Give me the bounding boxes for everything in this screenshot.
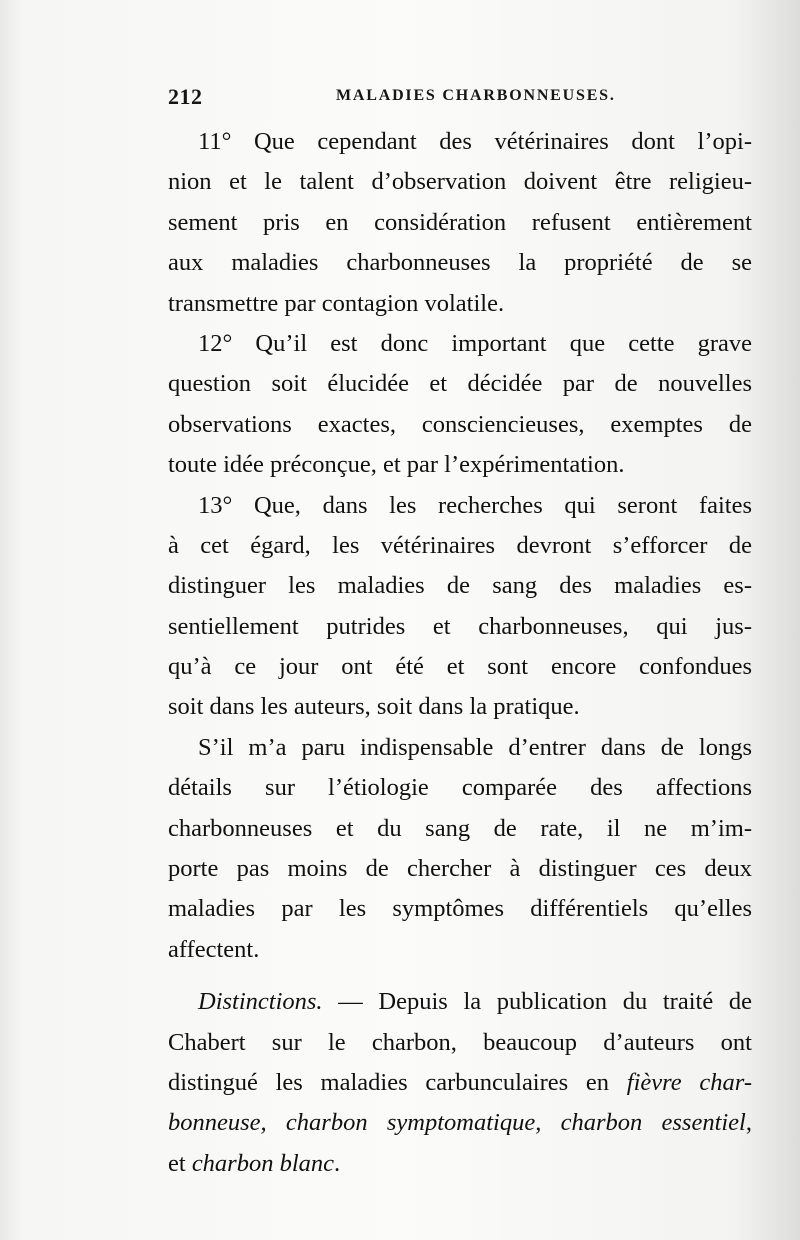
text-fragment: distingué les maladies carbunculaires en	[168, 1068, 627, 1096]
text-line	[168, 1144, 752, 1184]
text-line: aux maladies charbonneuses la propriété de se	[168, 249, 752, 277]
running-head: MALADIES CHARBONNEUSES.	[336, 87, 616, 104]
paragraph-distinctions	[168, 982, 752, 1184]
text-fragment: .	[334, 1149, 341, 1177]
italic-term: charbon blanc	[191, 1149, 335, 1177]
italic-term: fièvre char-	[626, 1068, 752, 1096]
text-line: 11° Que cependant des vétérinaires dont l’opi-	[198, 128, 752, 155]
paragraph-etiology	[168, 728, 752, 970]
text-line: soit dans les auteurs, soit dans la pratique.	[168, 693, 580, 721]
text-line	[168, 1063, 752, 1103]
text-line: à cet égard, les vétérinaires devront s’efforcer de	[168, 531, 752, 559]
text-line: observations exactes, consciencieuses, exemptes de	[168, 410, 752, 438]
paragraph-13	[168, 486, 752, 728]
text-line: qu’à ce jour ont été et sont encore confondues	[168, 653, 752, 681]
text-line: charbonneuses et du sang de rate, il ne m’im-	[168, 814, 752, 842]
text-line: S’il m’a paru indispensable d’entrer dans de longs	[198, 733, 752, 761]
text-line: détails sur l’étiologie comparée des affections	[168, 774, 752, 802]
section-heading: Distinctions.	[198, 988, 323, 1016]
text-fragment: ,	[745, 1109, 752, 1137]
text-line: affectent.	[168, 935, 260, 963]
paragraph-12	[168, 324, 752, 486]
text-line: 12° Qu’il est donc important que cette grave	[198, 329, 752, 357]
text-line: porte pas moins de chercher à distinguer ces deux	[168, 855, 752, 883]
text-line: Chabert sur le charbon, beaucoup d’auteurs ont	[168, 1028, 752, 1056]
text-line: sement pris en considération refusent entièrement	[168, 208, 752, 236]
text-line: sentiellement putrides et charbonneuses, qui jus-	[168, 612, 752, 640]
text-line: nion et le talent d’observation doivent être religieu-	[168, 168, 752, 196]
text-line	[168, 982, 752, 1022]
text-line: toute idée préconçue, et par l’expérimentation.	[168, 451, 625, 479]
body-text	[168, 122, 752, 1184]
text-line: maladies par les symptômes différentiels qu’elles	[168, 895, 752, 923]
page-header	[168, 84, 748, 114]
text-fragment: — Depuis la publication du traité de	[322, 988, 752, 1016]
text-line: 13° Que, dans les recherches qui seront faites	[198, 491, 752, 519]
text-line: distinguer les maladies de sang des maladies es-	[168, 572, 752, 600]
text-fragment: et	[168, 1149, 192, 1177]
paragraph-11	[168, 122, 752, 324]
text-line	[168, 1103, 752, 1143]
italic-term: bonneuse, charbon symptomatique, charbon essentiel	[168, 1109, 746, 1137]
text-line: transmettre par contagion volatile.	[168, 289, 505, 317]
text-line: question soit élucidée et décidée par de nouvelles	[168, 370, 752, 398]
page-number: 212	[168, 84, 203, 109]
